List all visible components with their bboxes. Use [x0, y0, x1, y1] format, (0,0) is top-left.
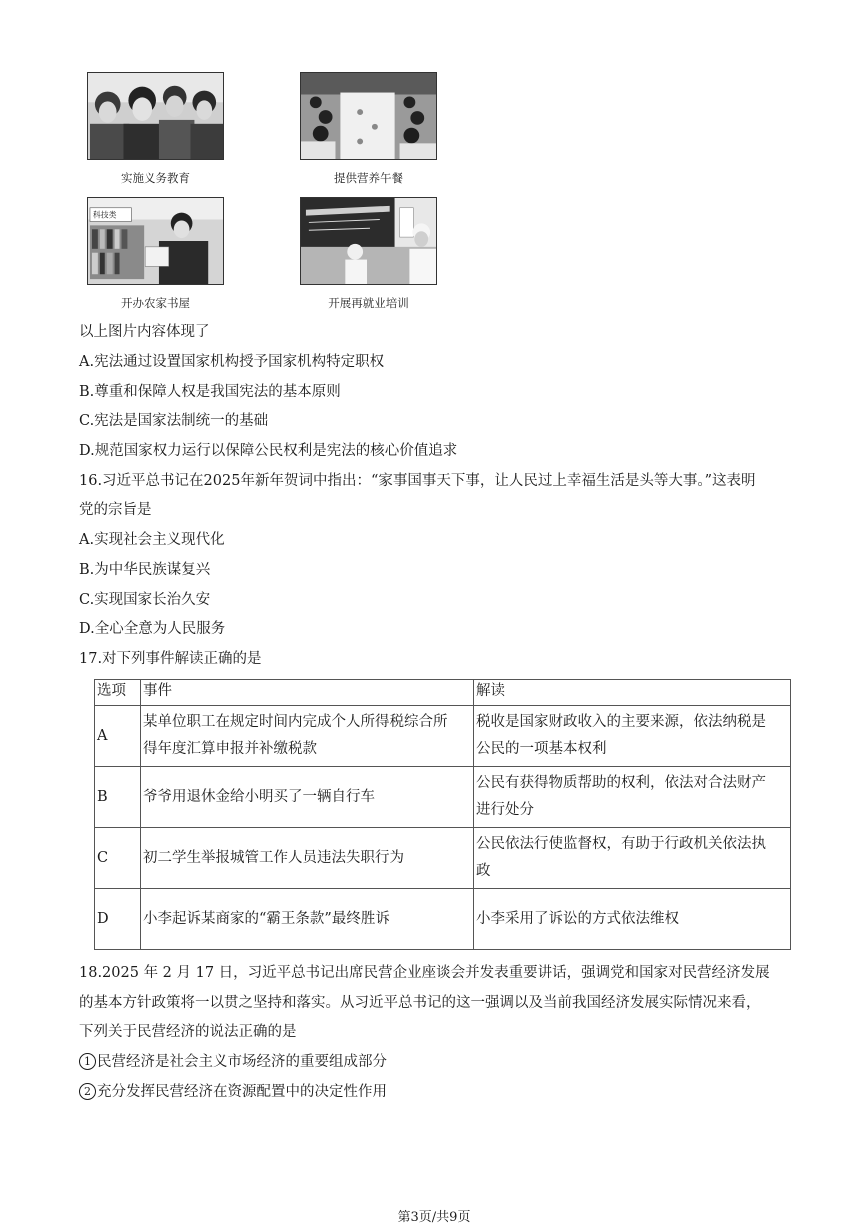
row-event-line: 得年度汇算申报并补缴税款 — [143, 741, 317, 757]
q18-item-2 — [79, 1082, 387, 1102]
row-interp-line: 税收是国家财政收入的主要来源，依法纳税是 — [476, 714, 766, 730]
row-option: A — [95, 706, 141, 767]
row-event-line: 小李起诉某商家的“霸王条款”最终胜诉 — [143, 910, 390, 927]
row-interpretation — [474, 706, 791, 767]
table-header-row — [95, 680, 791, 706]
row-event — [141, 767, 474, 828]
row-event-line: 某单位职工在规定时间内完成个人所得税综合所 — [143, 714, 448, 730]
q15-option-c: C.宪法是国家法制统一的基础 — [79, 413, 269, 429]
page-number: 第3页/共9页 — [397, 1210, 471, 1225]
q16-option-b: B.为中华民族谋复兴 — [79, 562, 211, 578]
q15-option-a: A.宪法通过设置国家机构授予国家机构特定职权 — [79, 354, 385, 370]
q15-stem: 以上图片内容体现了 — [79, 324, 210, 340]
photo-caption: 开展再就业培训 — [328, 296, 409, 310]
q18-item-1 — [79, 1052, 387, 1072]
photo-nutrition-lunch — [300, 72, 437, 160]
photo-farmhouse-library — [87, 197, 224, 285]
row-interp-line: 公民依法行使监督权，有助于行政机关依法执 — [476, 836, 766, 852]
header-event: 事件 — [141, 680, 474, 706]
table-row — [95, 889, 791, 950]
q18-stem: 18.2025 年 2 月 17 日，习近平总书记出席民营企业座谈会并发表重要讲话，强调党和国家对民营经济发展 — [79, 965, 770, 981]
q16-option-c: C.实现国家长治久安 — [79, 592, 211, 608]
q16-option-d: D.全心全意为人民服务 — [79, 621, 226, 637]
photo-caption: 实施义务教育 — [121, 171, 190, 185]
row-option: B — [95, 767, 141, 828]
q18-stem-cont: 的基本方针政策将一以贯之坚持和落实。从习近平总书记的这一强调以及当前我国经济发展实际情况来看， — [79, 995, 761, 1011]
row-interp-line: 小李采用了诉讼的方式依法维权 — [476, 910, 679, 927]
row-event-line: 初二学生举报城管工作人员违法失职行为 — [143, 849, 404, 866]
header-option: 选项 — [95, 680, 141, 706]
header-interpretation: 解读 — [474, 680, 791, 706]
row-interpretation — [474, 767, 791, 828]
table-row — [95, 767, 791, 828]
row-interp-line: 公民有获得物质帮助的权利，依法对合法财产 — [476, 775, 766, 791]
q15-option-b: B.尊重和保障人权是我国宪法的基本原则 — [79, 384, 341, 400]
row-event — [141, 889, 474, 950]
row-option: C — [95, 828, 141, 889]
row-interp-line: 进行处分 — [476, 802, 534, 818]
row-event-line: 爷爷用退休金给小明买了一辆自行车 — [143, 788, 375, 805]
q16-stem: 16.习近平总书记在2025年新年贺词中指出：“家事国事天下事，让人民过上幸福生活是头等大事。”这表明 — [79, 473, 756, 489]
row-event — [141, 828, 474, 889]
q18-stem-cont: 下列关于民营经济的说法正确的是 — [79, 1024, 297, 1040]
photo-reemployment-training — [300, 197, 437, 285]
q17-table — [94, 679, 791, 950]
item-number-circle: 1 — [79, 1053, 96, 1070]
table-row — [95, 706, 791, 767]
row-interpretation — [474, 828, 791, 889]
row-interpretation — [474, 889, 791, 950]
photo-caption: 提供营养午餐 — [334, 171, 403, 185]
row-interp-line: 政 — [476, 863, 491, 879]
row-option: D — [95, 889, 141, 950]
photo-compulsory-education — [87, 72, 224, 160]
item-text: 民营经济是社会主义市场经济的重要组成部分 — [97, 1054, 387, 1070]
item-text: 充分发挥民营经济在资源配置中的决定性作用 — [97, 1084, 387, 1100]
item-number-circle: 2 — [79, 1083, 96, 1100]
row-interp-line: 公民的一项基本权利 — [476, 741, 607, 757]
library-sign-text: 科技类 — [92, 210, 117, 220]
table-row — [95, 828, 791, 889]
q17-stem: 17.对下列事件解读正确的是 — [79, 651, 262, 667]
q16-stem-cont: 党的宗旨是 — [79, 502, 152, 518]
photo-caption: 开办农家书屋 — [121, 296, 190, 310]
q15-option-d: D.规范国家权力运行以保障公民权利是宪法的核心价值追求 — [79, 443, 458, 459]
row-event — [141, 706, 474, 767]
q16-option-a: A.实现社会主义现代化 — [79, 532, 225, 548]
